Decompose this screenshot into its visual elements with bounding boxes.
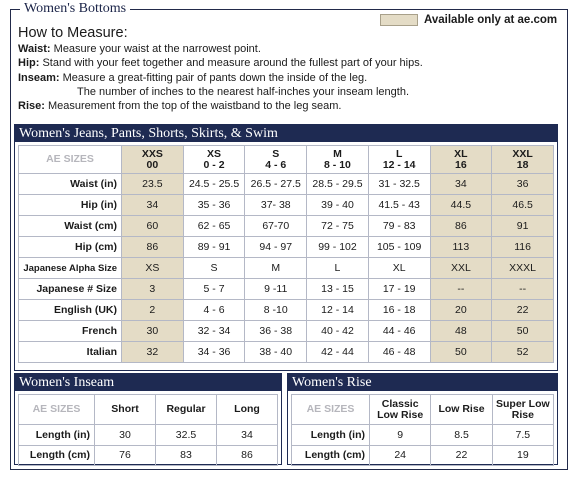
table-cell: 32 [122, 342, 184, 363]
table-cell: 94 - 97 [245, 237, 307, 258]
size-header-s [245, 146, 307, 174]
hip-instruction [18, 56, 423, 70]
row-label: Hip (in) [19, 195, 122, 216]
table-cell: L [307, 258, 369, 279]
table-cell: 50 [492, 321, 554, 342]
table-cell: 9 -11 [245, 279, 307, 300]
table-cell: 8.5 [431, 425, 492, 446]
table-cell: 34 [430, 174, 492, 195]
size-header-xs [183, 146, 245, 174]
table-cell: 26.5 - 27.5 [245, 174, 307, 195]
legend-swatch [380, 14, 418, 26]
table-row [19, 258, 554, 279]
table-row [19, 279, 554, 300]
size-alpha: S [272, 147, 280, 160]
table-cell: 36 - 38 [245, 321, 307, 342]
how-to-measure [18, 26, 423, 113]
table-cell: 62 - 65 [183, 216, 245, 237]
table-cell: 113 [430, 237, 492, 258]
table-cell: XXL [430, 258, 492, 279]
table-cell: 20 [430, 300, 492, 321]
inseam-panel-title: Women's Inseam [15, 374, 281, 391]
table-cell: 24 [370, 445, 431, 466]
how-to-title: How to Measure: [18, 25, 128, 41]
table-cell: 34 [122, 195, 184, 216]
row-label: Length (in) [19, 425, 95, 446]
main-size-table [18, 145, 554, 363]
waist-text: Measure your waist at the narrowest point. [50, 43, 261, 56]
table-cell: 41.5 - 43 [368, 195, 430, 216]
rise-text: Measurement from the top of the waistband to the leg seam. [44, 100, 342, 113]
inseam-header-cell: Long [217, 395, 278, 425]
row-label: Length (cm) [19, 445, 95, 466]
table-cell: 2 [122, 300, 184, 321]
size-header-m [307, 146, 369, 174]
table-cell: 44 - 46 [368, 321, 430, 342]
table-cell: M [245, 258, 307, 279]
table-row [292, 445, 554, 466]
size-header-xxs [122, 146, 184, 174]
main-panel-title: Women's Jeans, Pants, Shorts, Skirts, & Swim [15, 125, 557, 142]
table-cell: 30 [122, 321, 184, 342]
size-alpha: XL [454, 147, 468, 160]
table-cell: 116 [492, 237, 554, 258]
table-cell: 91 [492, 216, 554, 237]
table-cell: 8 -10 [245, 300, 307, 321]
rise-table [291, 394, 554, 466]
table-row [292, 425, 554, 446]
table-cell: S [183, 258, 245, 279]
size-number: 4 - 6 [265, 158, 287, 171]
table-cell: 46.5 [492, 195, 554, 216]
table-cell: 37- 38 [245, 195, 307, 216]
rise-header-row [292, 395, 554, 425]
table-row [19, 321, 554, 342]
inseam-text-2: The number of inches to the nearest half-inches your inseam length. [77, 85, 410, 98]
table-cell: 36 [492, 174, 554, 195]
table-row [19, 195, 554, 216]
ae-sizes-label: AE SIZES [19, 146, 122, 174]
size-alpha: XXS [141, 147, 163, 160]
table-row [19, 445, 278, 466]
waist-label: Waist: [18, 43, 51, 56]
table-cell: 86 [122, 237, 184, 258]
row-label: Italian [19, 342, 122, 363]
row-label: French [19, 321, 122, 342]
table-row [19, 300, 554, 321]
rise-panel [287, 373, 558, 465]
row-label: Japanese # Size [19, 279, 122, 300]
hip-label: Hip: [18, 57, 40, 70]
table-cell: XL [368, 258, 430, 279]
table-cell: 67-70 [245, 216, 307, 237]
table-cell: 24.5 - 25.5 [183, 174, 245, 195]
table-cell: 22 [431, 445, 492, 466]
table-cell: 22 [492, 300, 554, 321]
table-cell: 60 [122, 216, 184, 237]
row-label: Waist (in) [19, 174, 122, 195]
row-label: Length (cm) [292, 445, 370, 466]
inseam-table [18, 394, 278, 466]
legend-text: Available only at ae.com [424, 14, 558, 26]
table-row [19, 425, 278, 446]
size-alpha: M [333, 147, 342, 160]
table-cell: 39 - 40 [307, 195, 369, 216]
inseam-instruction [18, 71, 423, 85]
row-label: Japanese Alpha Size [19, 258, 122, 279]
size-number: 00 [146, 158, 159, 171]
size-number: 12 - 14 [382, 158, 416, 171]
table-cell: 7.5 [492, 425, 553, 446]
inseam-panel [14, 373, 282, 465]
size-alpha: XXL [512, 147, 533, 160]
table-cell: 17 - 19 [368, 279, 430, 300]
size-header-xl [430, 146, 492, 174]
table-cell: 3 [122, 279, 184, 300]
size-header-l [368, 146, 430, 174]
table-cell: 83 [156, 445, 217, 466]
table-cell: 34 - 36 [183, 342, 245, 363]
row-label: Hip (cm) [19, 237, 122, 258]
table-cell: 28.5 - 29.5 [307, 174, 369, 195]
table-cell: 42 - 44 [307, 342, 369, 363]
table-cell: 30 [95, 425, 156, 446]
table-cell: 23.5 [122, 174, 184, 195]
row-label: Length (in) [292, 425, 370, 446]
table-cell: 48 [430, 321, 492, 342]
table-cell: 99 - 102 [307, 237, 369, 258]
table-cell: -- [430, 279, 492, 300]
size-number: 18 [516, 158, 529, 171]
legend [380, 14, 557, 26]
page-title: Women's Bottoms [20, 1, 130, 17]
table-row [19, 174, 554, 195]
table-cell: 44.5 [430, 195, 492, 216]
table-cell: 40 - 42 [307, 321, 369, 342]
table-cell: 9 [370, 425, 431, 446]
table-cell: XS [122, 258, 184, 279]
table-cell: 105 - 109 [368, 237, 430, 258]
table-cell: 86 [430, 216, 492, 237]
table-cell: 46 - 48 [368, 342, 430, 363]
ae-sizes-label: AE SIZES [292, 395, 370, 425]
rise-header-cell: Super Low Rise [492, 395, 553, 425]
rise-header-cell: Classic Low Rise [370, 395, 431, 425]
rise-panel-title: Women's Rise [288, 374, 557, 391]
table-row [19, 342, 554, 363]
table-cell: XXXL [492, 258, 554, 279]
size-number: 16 [455, 158, 467, 171]
table-cell: 12 - 14 [307, 300, 369, 321]
inseam-header-cell: Regular [156, 395, 217, 425]
table-cell: 35 - 36 [183, 195, 245, 216]
table-cell: 4 - 6 [183, 300, 245, 321]
size-header-xxl [492, 146, 554, 174]
size-number: 0 - 2 [203, 158, 225, 171]
table-cell: 5 - 7 [183, 279, 245, 300]
inseam-header-cell: Short [95, 395, 156, 425]
table-cell: 16 - 18 [368, 300, 430, 321]
ae-sizes-label: AE SIZES [19, 395, 95, 425]
table-cell: 32.5 [156, 425, 217, 446]
inseam-text: Measure a great-fitting pair of pants down the inside of the leg. [59, 71, 368, 84]
table-cell: 13 - 15 [307, 279, 369, 300]
table-cell: 19 [492, 445, 553, 466]
table-cell: 32 - 34 [183, 321, 245, 342]
inseam-header-row [19, 395, 278, 425]
table-cell: 89 - 91 [183, 237, 245, 258]
size-number: 8 - 10 [324, 158, 351, 171]
table-cell: 52 [492, 342, 554, 363]
hip-text: Stand with your feet together and measure around the fullest part of your hips. [39, 57, 423, 70]
waist-instruction [18, 42, 423, 56]
table-cell: 38 - 40 [245, 342, 307, 363]
table-cell: 34 [217, 425, 278, 446]
row-label: English (UK) [19, 300, 122, 321]
size-header-row [19, 146, 554, 174]
table-cell: 50 [430, 342, 492, 363]
rise-instruction [18, 99, 423, 113]
size-alpha: L [395, 147, 403, 160]
table-row [19, 216, 554, 237]
table-cell: 79 - 83 [368, 216, 430, 237]
row-label: Waist (cm) [19, 216, 122, 237]
rise-label: Rise: [18, 100, 45, 113]
table-row [19, 237, 554, 258]
main-size-panel [14, 124, 558, 371]
table-cell: -- [492, 279, 554, 300]
table-cell: 31 - 32.5 [368, 174, 430, 195]
size-alpha: XS [207, 147, 222, 160]
table-cell: 76 [95, 445, 156, 466]
rise-header-cell: Low Rise [431, 395, 492, 425]
table-cell: 86 [217, 445, 278, 466]
table-cell: 72 - 75 [307, 216, 369, 237]
inseam-label: Inseam: [18, 71, 60, 84]
